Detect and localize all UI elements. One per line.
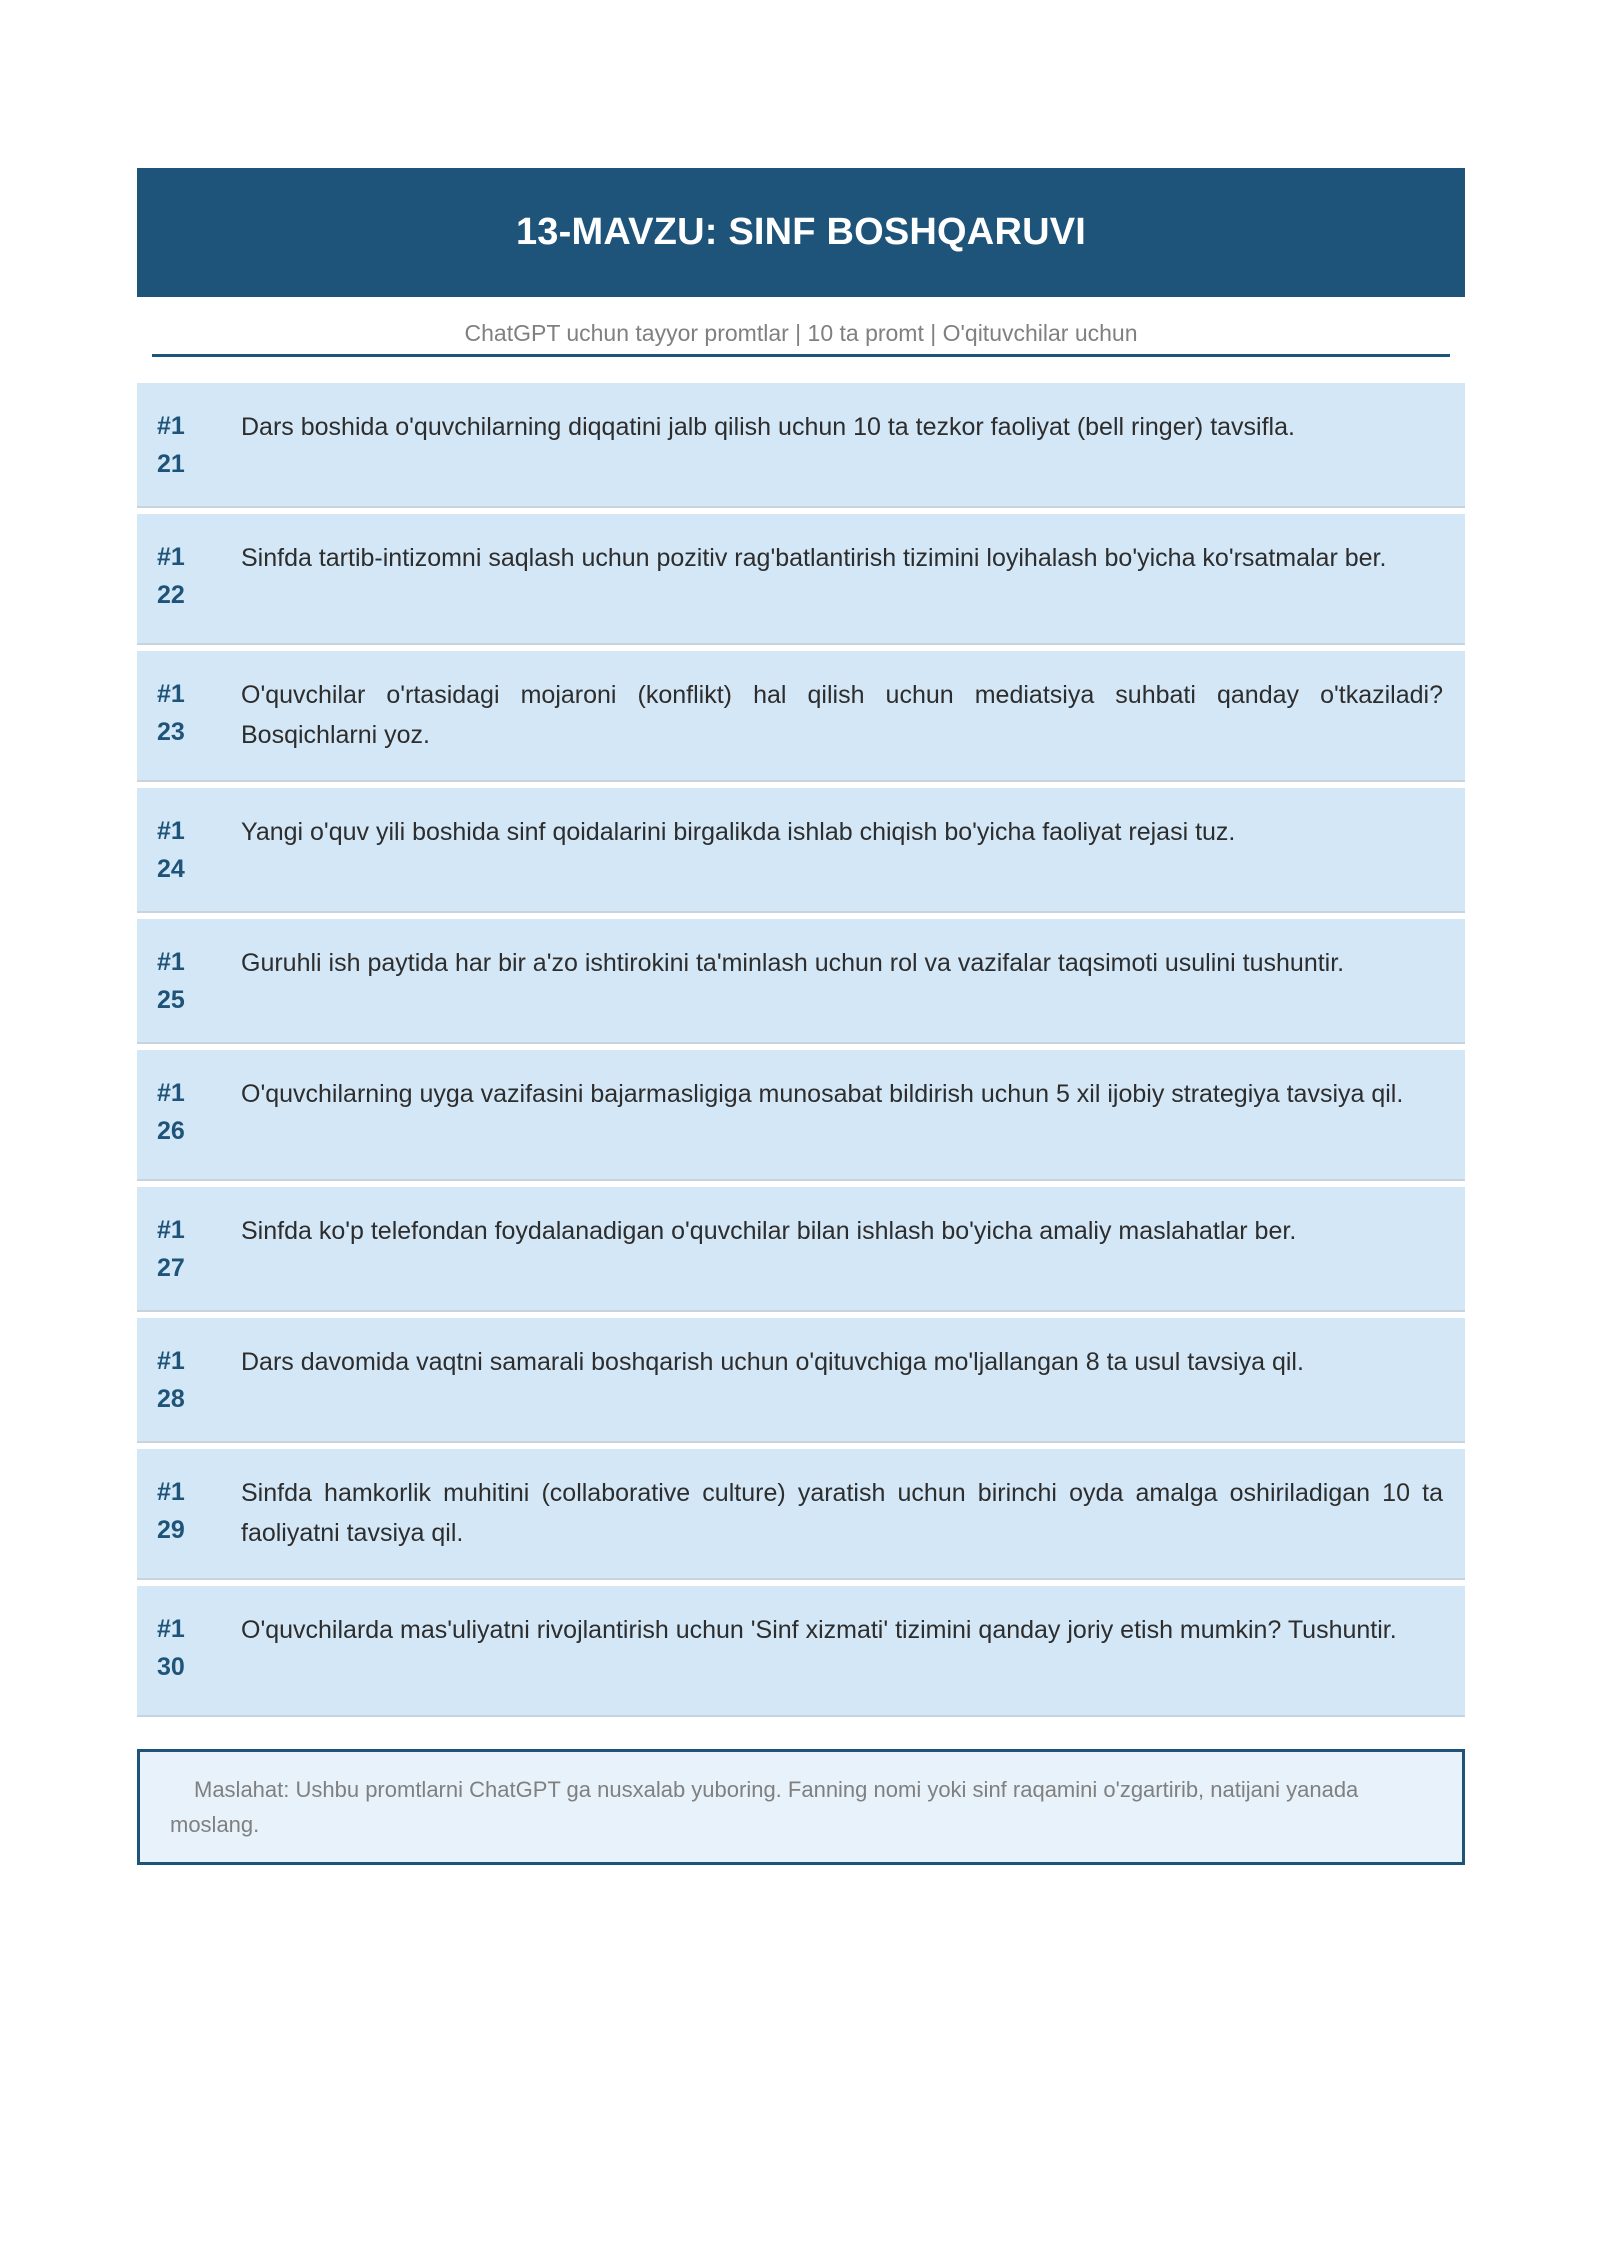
subtitle-divider <box>152 354 1450 357</box>
prompt-text: Dars boshida o'quvchilarning diqqatini jalb qilish uchun 10 ta tezkor faoliyat (bell ringer) tavsifla. <box>241 413 1295 441</box>
prompt-number-prefix: #1 <box>157 1615 185 1643</box>
prompt-text: O'quvchilar o'rtasidagi mojaroni (konflikt) hal qilish uchun mediatsiya suhbati qanday o'tkaziladi? Bosqichlarni yoz. <box>241 681 1443 749</box>
prompt-card <box>137 1187 1465 1312</box>
page-title: 13-MAVZU: SINF BOSHQARUVI <box>515 211 1087 253</box>
prompt-number <box>157 1473 241 1578</box>
prompt-number-suffix: 26 <box>157 1117 185 1145</box>
prompt-number-prefix: #1 <box>157 1079 185 1107</box>
prompt-text: Sinfda tartib-intizomni saqlash uchun pozitiv rag'batlantirish tizimini loyihalash bo'yicha ko'rsatmalar ber. <box>241 544 1387 572</box>
prompt-number-prefix: #1 <box>157 948 185 976</box>
prompt-number <box>157 943 241 1042</box>
prompt-text: Sinfda ko'p telefondan foydalanadigan o'quvchilar bilan ishlash bo'yicha amaliy maslahatlar ber. <box>241 1217 1297 1245</box>
prompt-number <box>157 538 241 643</box>
prompt-number-suffix: 22 <box>157 581 185 609</box>
prompt-card <box>137 383 1465 508</box>
prompt-number-suffix: 25 <box>157 986 185 1014</box>
prompt-card <box>137 651 1465 782</box>
prompt-card <box>137 514 1465 645</box>
prompt-card <box>137 1318 1465 1443</box>
tip-box <box>137 1749 1465 1865</box>
prompt-number-suffix: 21 <box>157 450 185 478</box>
prompt-number <box>157 407 241 506</box>
page-subtitle: ChatGPT uchun tayyor promtlar | 10 ta promt | O'qituvchilar uchun <box>464 320 1138 346</box>
prompt-number-prefix: #1 <box>157 543 185 571</box>
tip-text: Maslahat: Ushbu promtlarni ChatGPT ga nusxalab yuboring. Fanning nomi yoki sinf raqamini o'zgartirib, natijani yanada moslang. <box>170 1777 1359 1837</box>
prompt-number <box>157 1610 241 1715</box>
prompt-list <box>137 383 1465 1717</box>
document-page <box>137 168 1465 1865</box>
prompt-number-suffix: 30 <box>157 1653 185 1681</box>
prompt-number-prefix: #1 <box>157 1347 185 1375</box>
prompt-number <box>157 1342 241 1441</box>
prompt-number <box>157 1074 241 1179</box>
prompt-number-prefix: #1 <box>157 817 185 845</box>
prompt-number-suffix: 28 <box>157 1385 185 1413</box>
prompt-number-suffix: 24 <box>157 855 185 883</box>
prompt-number <box>157 675 241 780</box>
prompt-number-prefix: #1 <box>157 1478 185 1506</box>
prompt-card <box>137 1586 1465 1717</box>
prompt-number-prefix: #1 <box>157 1216 185 1244</box>
prompt-number-suffix: 29 <box>157 1516 185 1544</box>
prompt-number <box>157 812 241 911</box>
prompt-card <box>137 919 1465 1044</box>
prompt-number-prefix: #1 <box>157 412 185 440</box>
prompt-card <box>137 1050 1465 1181</box>
prompt-text: Dars davomida vaqtni samarali boshqarish uchun o'qituvchiga mo'ljallangan 8 ta usul tavsiya qil. <box>241 1348 1304 1376</box>
title-banner <box>137 168 1465 297</box>
prompt-number-prefix: #1 <box>157 680 185 708</box>
prompt-text: O'quvchilarning uyga vazifasini bajarmasligiga munosabat bildirish uchun 5 xil ijobiy strategiya tavsiya qil. <box>241 1080 1404 1108</box>
prompt-number <box>157 1211 241 1310</box>
prompt-number-suffix: 27 <box>157 1254 185 1282</box>
prompt-text: O'quvchilarda mas'uliyatni rivojlantirish uchun 'Sinf xizmati' tizimini qanday joriy etish mumkin? Tushuntir. <box>241 1616 1397 1644</box>
prompt-text: Yangi o'quv yili boshida sinf qoidalarini birgalikda ishlab chiqish bo'yicha faoliyat rejasi tuz. <box>241 818 1236 846</box>
prompt-card <box>137 1449 1465 1580</box>
prompt-card <box>137 788 1465 913</box>
prompt-text: Guruhli ish paytida har bir a'zo ishtirokini ta'minlash uchun rol va vazifalar taqsimoti usulini tushuntir. <box>241 949 1345 977</box>
prompt-text: Sinfda hamkorlik muhitini (collaborative culture) yaratish uchun birinchi oyda amalga oshiriladigan 10 ta faoliyatni tavsiya qil. <box>241 1479 1443 1547</box>
prompt-number-suffix: 23 <box>157 718 185 746</box>
